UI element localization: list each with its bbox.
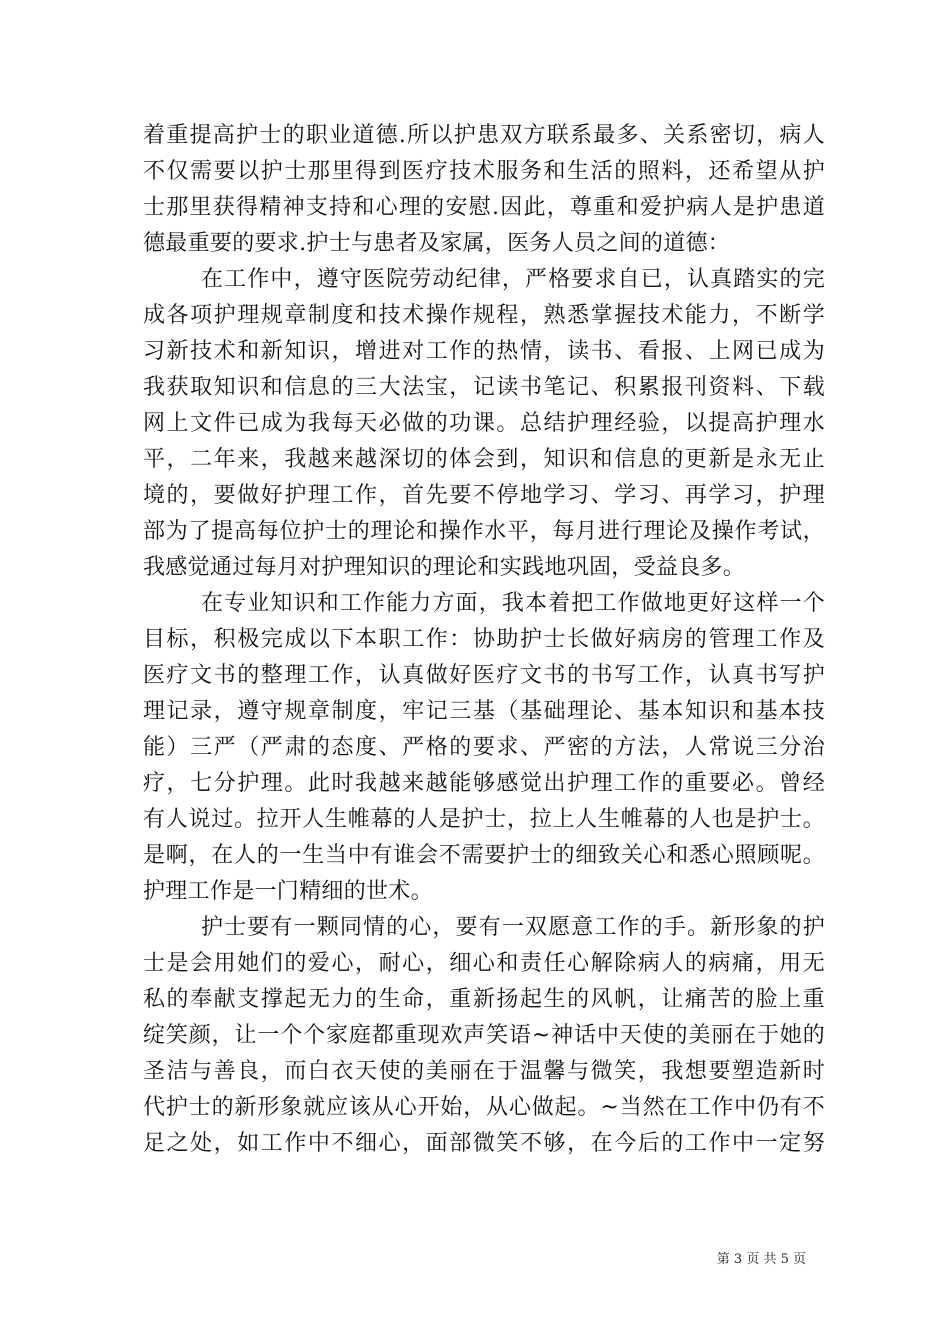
- text-line: 能）三严（严肃的态度、严格的要求、严密的方法，人常说三分治: [143, 735, 825, 760]
- page-number-footer: 第 3 页 共 5 页: [716, 1252, 806, 1267]
- text-line: 网上文件已成为我每天必做的功课。总结护理经验，以提高护理水: [143, 411, 825, 436]
- text-line: 着重提高护士的职业道德.所以护患双方联系最多、关系密切，病人: [143, 123, 825, 148]
- text-line: 护理工作是一门精细的世术。: [143, 879, 433, 904]
- text-line: 我获取知识和信息的三大法宝，记读书笔记、积累报刊资料、下载: [143, 375, 825, 400]
- text-line: 代护士的新形象就应该从心开始，从心做起。~当然在工作中仍有不: [143, 1095, 825, 1120]
- text-line: 有人说过。拉开人生帷幕的人是护士，拉上人生帷幕的人也是护士。: [143, 807, 825, 832]
- text-line: 绽笑颜，让一个个家庭都重现欢声笑语~神话中天使的美丽在于她的: [143, 1023, 825, 1048]
- text-line: 护士要有一颗同情的心，要有一双愿意工作的手。新形象的护: [201, 915, 825, 940]
- text-line: 理记录，遵守规章制度，牢记三基（基础理论、基本知识和基本技: [143, 699, 825, 724]
- text-line: 在专业知识和工作能力方面，我本着把工作做地更好这样一个: [201, 591, 825, 616]
- paragraph: [143, 910, 825, 1162]
- text-line: 士那里获得精神支持和心理的安慰.因此，尊重和爱护病人是护患道: [143, 195, 825, 220]
- text-line: 医疗文书的整理工作，认真做好医疗文书的书写工作，认真书写护: [143, 663, 825, 688]
- text-line: 目标，积极完成以下本职工作：协助护士长做好病房的管理工作及: [143, 627, 825, 652]
- text-line: 平，二年来，我越来越深切的体会到，知识和信息的更新是永无止: [143, 447, 825, 472]
- text-line: 足之处，如工作中不细心，面部微笑不够，在今后的工作中一定努: [143, 1131, 825, 1156]
- text-line: 疗，七分护理。此时我越来越能够感觉出护理工作的重要必。曾经: [143, 771, 825, 796]
- paragraph: [143, 118, 825, 262]
- text-line: 我感觉通过每月对护理知识的理论和实践地巩固，受益良多。: [143, 555, 746, 580]
- text-line: 不仅需要以护士那里得到医疗技术服务和生活的照料，还希望从护: [143, 159, 825, 184]
- document-body: [143, 118, 825, 1162]
- text-line: 在工作中，遵守医院劳动纪律，严格要求自已，认真踏实的完: [201, 267, 825, 292]
- text-line: 习新技术和新知识，增进对工作的热情，读书、看报、上网已成为: [143, 339, 825, 364]
- text-line: 部为了提高每位护士的理论和操作水平，每月进行理论及操作考试，: [143, 519, 825, 544]
- text-line: 私的奉献支撑起无力的生命，重新扬起生的风帆，让痛苦的脸上重: [143, 987, 825, 1012]
- text-line: 境的，要做好护理工作，首先要不停地学习、学习、再学习，护理: [143, 483, 825, 508]
- text-line: 成各项护理规章制度和技术操作规程，熟悉掌握技术能力，不断学: [143, 303, 825, 328]
- text-line: 士是会用她们的爱心，耐心，细心和责任心解除病人的病痛，用无: [143, 951, 825, 976]
- paragraph: [143, 262, 825, 586]
- text-line: 德最重要的要求.护士与患者及家属，医务人员之间的道德：: [143, 231, 731, 256]
- paragraph: [143, 586, 825, 910]
- text-line: 圣洁与善良，而白衣天使的美丽在于温馨与微笑，我想要塑造新时: [143, 1059, 825, 1084]
- text-line: 是啊，在人的一生当中有谁会不需要护士的细致关心和悉心照顾呢。: [143, 843, 825, 868]
